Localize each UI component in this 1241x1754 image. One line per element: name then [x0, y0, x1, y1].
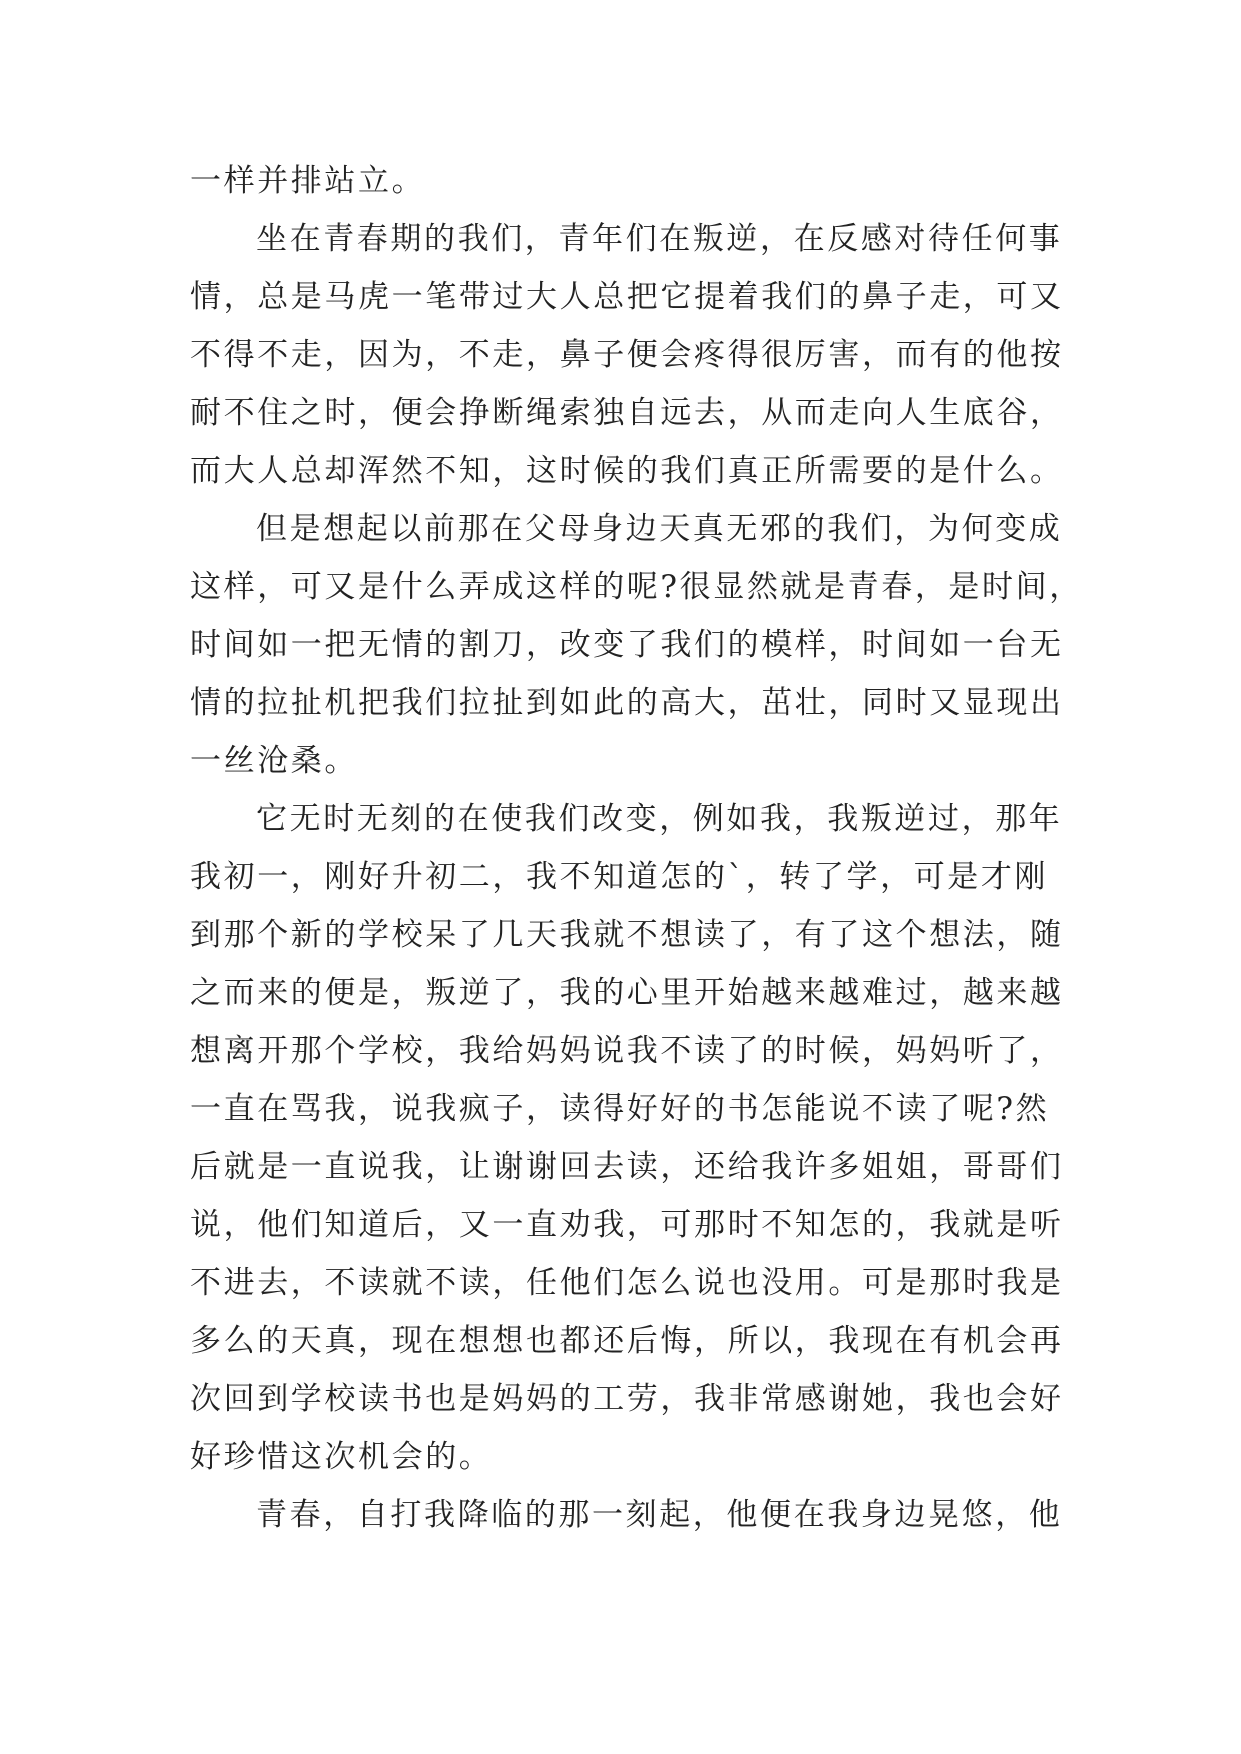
- paragraph-continuation: [190, 152, 1090, 210]
- paragraph-time: [190, 500, 1090, 790]
- body-text: [190, 152, 1090, 1544]
- text-line: 坐在青春期的我们，青年们在叛逆，在反感对待任何事: [256, 221, 1063, 257]
- text-line: 情的拉扯机把我们拉扯到如此的高大，茁壮，同时又显现出: [190, 685, 1064, 721]
- paragraph-rebellion: [190, 790, 1090, 1486]
- text-line: 情，总是马虎一笔带过大人总把它提着我们的鼻子走，可又: [190, 279, 1064, 315]
- text-line: 它无时无刻的在使我们改变，例如我，我叛逆过，那年: [256, 801, 1063, 837]
- paragraph-adolescence: [190, 210, 1090, 500]
- text-line: 这样，可又是什么弄成这样的呢?很显然就是青春，是时间，: [190, 569, 1083, 605]
- text-line: 想离开那个学校，我给妈妈说我不读了的时候，妈妈听了，: [190, 1033, 1064, 1069]
- text-line: 时间如一把无情的割刀，改变了我们的模样，时间如一台无: [190, 627, 1064, 663]
- text-line: 但是想起以前那在父母身边天真无邪的我们，为何变成: [256, 511, 1063, 547]
- text-line: 不进去，不读就不读，任他们怎么说也没用。可是那时我是: [190, 1265, 1064, 1301]
- text-line: 而大人总却浑然不知，这时候的我们真正所需要的是什么。: [190, 453, 1064, 489]
- text-line: 青春，自打我降临的那一刻起，他便在我身边晃悠，他: [256, 1497, 1063, 1533]
- paragraph-youth: [190, 1486, 1090, 1544]
- text-line: 次回到学校读书也是妈妈的工劳，我非常感谢她，我也会好: [190, 1381, 1064, 1417]
- text-line: 好珍惜这次机会的。: [190, 1439, 493, 1475]
- text-line: 多么的天真，现在想想也都还后悔，所以，我现在有机会再: [190, 1323, 1064, 1359]
- text-line: 不得不走，因为，不走，鼻子便会疼得很厉害，而有的他按: [190, 337, 1064, 373]
- text-line: 说，他们知道后，又一直劝我，可那时不知怎的，我就是听: [190, 1207, 1064, 1243]
- text-line: 之而来的便是，叛逆了，我的心里开始越来越难过，越来越: [190, 975, 1064, 1011]
- text-line: 后就是一直说我，让谢谢回去读，还给我许多姐姐，哥哥们: [190, 1149, 1064, 1185]
- text-line: 耐不住之时，便会挣断绳索独自远去，从而走向人生底谷，: [190, 395, 1064, 431]
- text-line: 一样并排站立。: [190, 163, 426, 199]
- text-line: 一直在骂我，说我疯子，读得好好的书怎能说不读了呢?然: [190, 1091, 1050, 1127]
- text-line: 一丝沧桑。: [190, 743, 358, 779]
- text-line: 我初一，刚好升初二，我不知道怎的`，转了学，可是才刚: [190, 859, 1049, 895]
- text-line: 到那个新的学校呆了几天我就不想读了，有了这个想法，随: [190, 917, 1064, 953]
